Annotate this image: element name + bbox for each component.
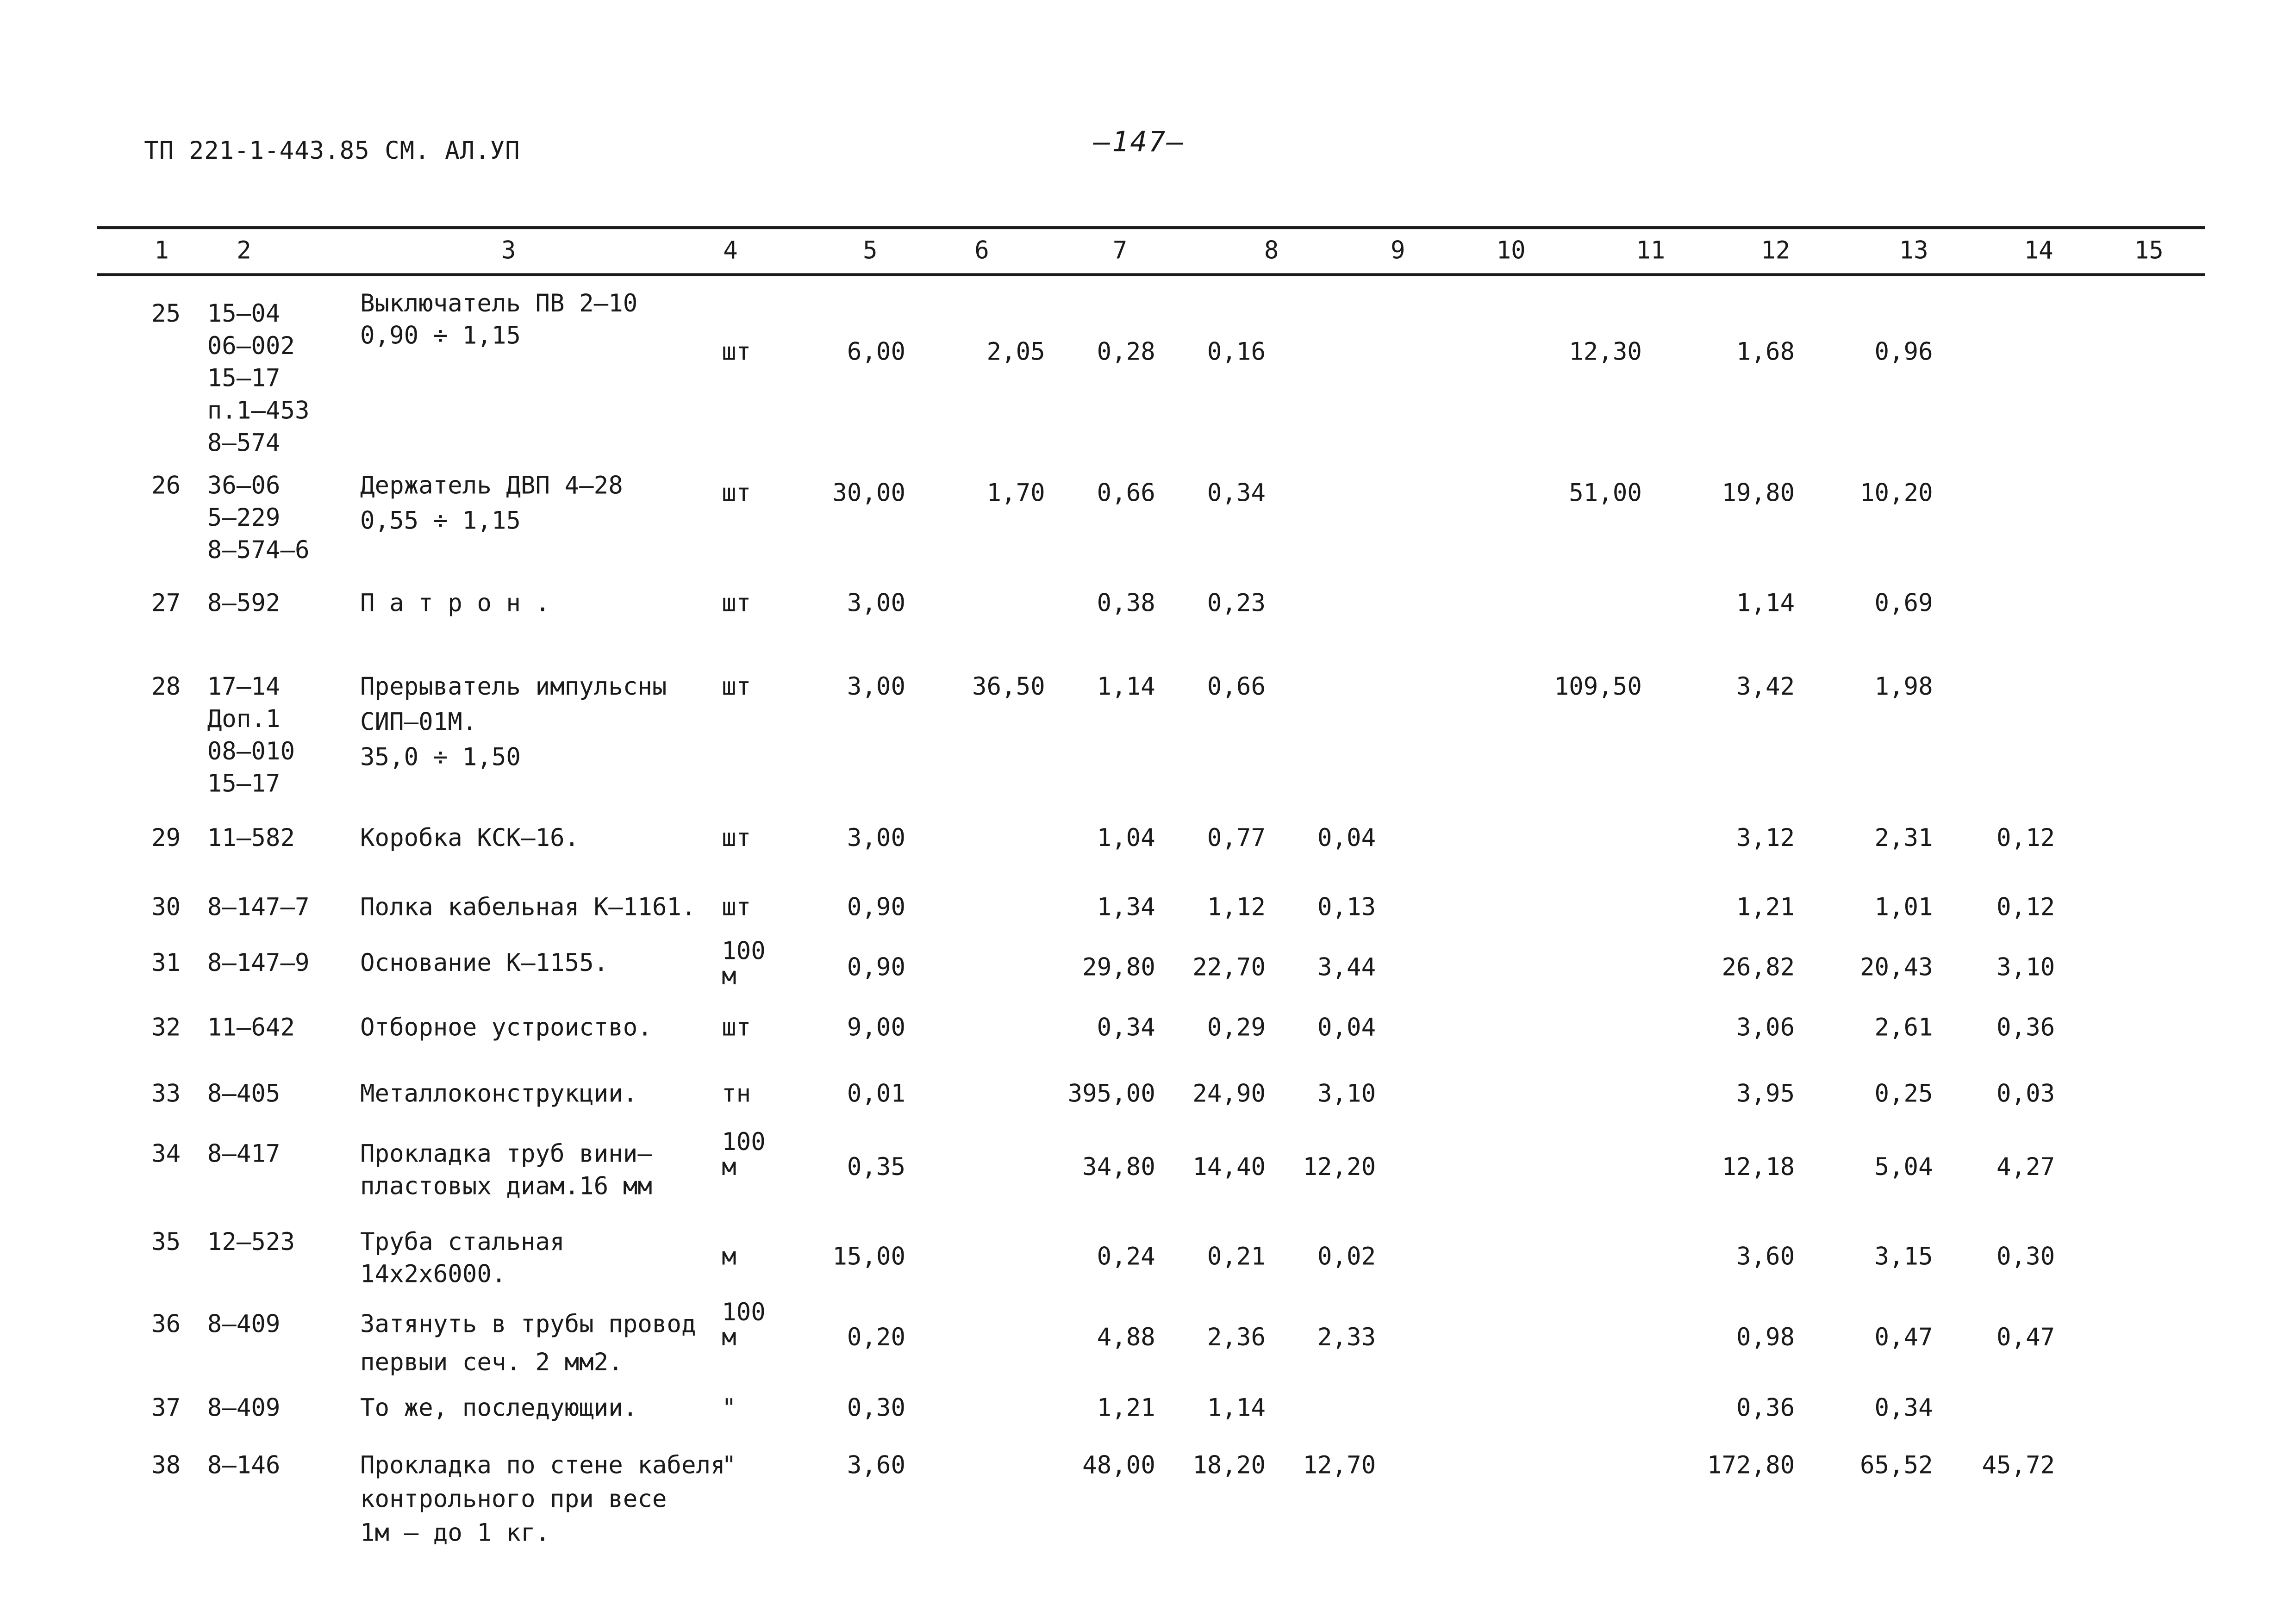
row-code-line: 8–146 <box>207 1451 281 1479</box>
document-reference: ТП 221-1-443.85 СМ. АЛ.УП <box>144 137 520 165</box>
row-name-line: СИП–01М. <box>360 708 477 736</box>
row-value-col13: 0,25 <box>1874 1079 1933 1108</box>
row-code-line: 11–642 <box>207 1013 295 1042</box>
row-value-col7: 395,00 <box>1067 1079 1155 1108</box>
row-code-line: 15–04 <box>207 299 281 328</box>
row-value-col8: 0,77 <box>1207 824 1266 852</box>
row-unit-line: " <box>722 1393 736 1422</box>
column-header-8: 8 <box>1264 236 1279 265</box>
column-header-7: 7 <box>1112 236 1128 265</box>
row-name-line: Труба стальная <box>360 1228 565 1256</box>
row-number: 31 <box>151 949 181 977</box>
row-value-col13: 2,31 <box>1874 824 1933 852</box>
row-code-line: Доп.1 <box>207 705 281 733</box>
row-value-col8: 0,29 <box>1207 1013 1266 1042</box>
row-value-col12: 1,14 <box>1736 589 1795 617</box>
row-value-col7: 48,00 <box>1082 1451 1155 1479</box>
row-number: 30 <box>151 893 181 921</box>
row-value-col12: 1,68 <box>1736 337 1795 366</box>
row-name-line: Прокладка по стене кабеля <box>360 1451 725 1479</box>
row-value-col9: 12,70 <box>1303 1451 1376 1479</box>
row-value-col8: 0,21 <box>1207 1243 1266 1271</box>
row-value-col12: 1,21 <box>1736 893 1795 921</box>
table-header-rule <box>97 273 2205 276</box>
row-code-line: 12–523 <box>207 1228 295 1256</box>
row-name-line: Затянуть в трубы провод <box>360 1310 696 1338</box>
row-value-col9: 0,04 <box>1317 824 1376 852</box>
row-unit-line: 100 <box>722 1128 766 1156</box>
row-value-col9: 3,10 <box>1317 1079 1376 1108</box>
row-number: 28 <box>151 672 181 701</box>
row-value-col12: 19,80 <box>1722 479 1795 507</box>
row-value-col6: 2,05 <box>986 337 1045 366</box>
row-value-col5: 9,00 <box>847 1013 906 1042</box>
row-value-col13: 0,34 <box>1874 1393 1933 1422</box>
row-value-col14: 0,12 <box>1997 824 2055 852</box>
row-value-col5: 0,90 <box>847 893 906 921</box>
row-unit-line: м <box>722 1323 736 1351</box>
row-number: 37 <box>151 1393 181 1422</box>
row-value-col7: 34,80 <box>1082 1153 1155 1181</box>
row-value-col5: 0,90 <box>847 953 906 982</box>
row-code-line: 8–592 <box>207 589 281 617</box>
row-value-col5: 0,20 <box>847 1323 906 1351</box>
row-unit-line: м <box>722 1153 736 1181</box>
row-value-col14: 0,12 <box>1997 893 2055 921</box>
row-name-line: Прокладка труб вини– <box>360 1139 652 1168</box>
row-value-col13: 3,15 <box>1874 1243 1933 1271</box>
row-value-col7: 0,34 <box>1097 1013 1155 1042</box>
row-code-line: п.1–453 <box>207 396 310 425</box>
row-number: 33 <box>151 1079 181 1108</box>
row-value-col13: 10,20 <box>1859 479 1933 507</box>
row-value-col9: 3,44 <box>1317 953 1376 982</box>
row-code-line: 8–574 <box>207 429 281 457</box>
row-value-col5: 15,00 <box>832 1243 906 1271</box>
row-value-col12: 3,42 <box>1736 672 1795 701</box>
row-code-line: 8–409 <box>207 1393 281 1422</box>
row-number: 29 <box>151 824 181 852</box>
row-code-line: 36–06 <box>207 471 281 500</box>
row-name-line: 0,90 ÷ 1,15 <box>360 322 521 350</box>
row-name-line: П а т р о н . <box>360 589 550 617</box>
row-value-col7: 1,34 <box>1097 893 1155 921</box>
row-value-col12: 3,60 <box>1736 1243 1795 1271</box>
row-value-col6: 36,50 <box>972 672 1045 701</box>
row-number: 26 <box>151 471 181 500</box>
row-value-col12: 26,82 <box>1722 953 1795 982</box>
row-value-col5: 0,30 <box>847 1393 906 1422</box>
row-value-col11: 12,30 <box>1569 337 1642 366</box>
row-number: 36 <box>151 1310 181 1338</box>
row-value-col13: 0,96 <box>1874 337 1933 366</box>
row-value-col12: 0,98 <box>1736 1323 1795 1351</box>
row-value-col8: 14,40 <box>1192 1153 1266 1181</box>
table-top-rule <box>97 226 2205 229</box>
column-header-10: 10 <box>1496 236 1526 265</box>
row-code-line: 15–17 <box>207 364 281 392</box>
row-unit-line: 100 <box>722 937 766 965</box>
row-unit-line: тн <box>722 1079 751 1108</box>
row-name-line: Полка кабельная К–1161. <box>360 893 696 921</box>
row-number: 27 <box>151 589 181 617</box>
row-name-line: пластовых диам.16 мм <box>360 1172 652 1200</box>
row-unit-line: шт <box>722 1013 751 1042</box>
row-code-line: 8–574–6 <box>207 536 310 564</box>
row-code-line: 8–405 <box>207 1079 281 1108</box>
row-value-col9: 0,13 <box>1317 893 1376 921</box>
row-value-col13: 1,01 <box>1874 893 1933 921</box>
row-value-col13: 1,98 <box>1874 672 1933 701</box>
row-value-col5: 3,60 <box>847 1451 906 1479</box>
column-header-13: 13 <box>1899 236 1928 265</box>
row-value-col6: 1,70 <box>986 479 1045 507</box>
row-value-col5: 3,00 <box>847 672 906 701</box>
row-number: 38 <box>151 1451 181 1479</box>
row-value-col7: 4,88 <box>1097 1323 1155 1351</box>
row-name-line: 14х2х6000. <box>360 1260 506 1288</box>
row-value-col8: 0,23 <box>1207 589 1266 617</box>
page-number: –147– <box>1093 126 1185 159</box>
row-value-col13: 5,04 <box>1874 1153 1933 1181</box>
column-header-9: 9 <box>1390 236 1405 265</box>
row-value-col8: 2,36 <box>1207 1323 1266 1351</box>
row-value-col7: 0,38 <box>1097 589 1155 617</box>
column-header-11: 11 <box>1636 236 1666 265</box>
row-code-line: 11–582 <box>207 824 295 852</box>
row-value-col14: 4,27 <box>1997 1153 2055 1181</box>
row-name-line: Основание К–1155. <box>360 949 609 977</box>
row-name-line: Коробка КСК–16. <box>360 824 580 852</box>
row-unit-line: шт <box>722 589 751 617</box>
column-header-1: 1 <box>154 236 169 265</box>
row-code-line: 06–002 <box>207 332 295 360</box>
row-value-col7: 1,14 <box>1097 672 1155 701</box>
row-value-col7: 0,28 <box>1097 337 1155 366</box>
row-name-line: Металлоконструкции. <box>360 1079 638 1108</box>
row-value-col5: 3,00 <box>847 589 906 617</box>
row-value-col8: 24,90 <box>1192 1079 1266 1108</box>
row-unit-line: м <box>722 962 736 990</box>
row-value-col14: 3,10 <box>1997 953 2055 982</box>
row-value-col12: 172,80 <box>1707 1451 1795 1479</box>
row-number: 35 <box>151 1228 181 1256</box>
row-value-col5: 0,01 <box>847 1079 906 1108</box>
row-number: 32 <box>151 1013 181 1042</box>
row-name-line: первыи сеч. 2 мм2. <box>360 1348 623 1376</box>
column-header-6: 6 <box>974 236 989 265</box>
column-header-2: 2 <box>237 236 251 265</box>
column-header-15: 15 <box>2134 236 2164 265</box>
row-value-col14: 0,03 <box>1997 1079 2055 1108</box>
row-value-col9: 2,33 <box>1317 1323 1376 1351</box>
row-unit-line: м <box>722 1243 736 1271</box>
row-value-col5: 30,00 <box>832 479 906 507</box>
row-code-line: 8–409 <box>207 1310 281 1338</box>
row-unit-line: шт <box>722 479 751 507</box>
row-value-col12: 3,95 <box>1736 1079 1795 1108</box>
row-value-col7: 0,66 <box>1097 479 1155 507</box>
row-value-col7: 1,04 <box>1097 824 1155 852</box>
row-value-col7: 1,21 <box>1097 1393 1155 1422</box>
row-value-col13: 0,69 <box>1874 589 1933 617</box>
row-name-line: Прерыватель импульсны <box>360 672 667 701</box>
row-code-line: 8–147–7 <box>207 893 310 921</box>
row-number: 34 <box>151 1139 181 1168</box>
row-code-line: 8–417 <box>207 1139 281 1168</box>
row-unit-line: 100 <box>722 1298 766 1326</box>
row-value-col12: 3,12 <box>1736 824 1795 852</box>
row-value-col14: 0,36 <box>1997 1013 2055 1042</box>
row-value-col9: 0,02 <box>1317 1243 1376 1271</box>
row-code-line: 17–14 <box>207 672 281 701</box>
row-unit-line: шт <box>722 824 751 852</box>
row-name-line: контрольного при весе <box>360 1485 667 1513</box>
row-unit-line: шт <box>722 337 751 366</box>
row-value-col12: 0,36 <box>1736 1393 1795 1422</box>
row-value-col5: 3,00 <box>847 824 906 852</box>
row-code-line: 8–147–9 <box>207 949 310 977</box>
row-value-col7: 0,24 <box>1097 1243 1155 1271</box>
row-value-col14: 45,72 <box>1982 1451 2055 1479</box>
row-value-col8: 0,66 <box>1207 672 1266 701</box>
row-unit-line: " <box>722 1451 736 1479</box>
row-value-col12: 12,18 <box>1722 1153 1795 1181</box>
row-code-line: 08–010 <box>207 737 295 765</box>
row-name-line: 35,0 ÷ 1,50 <box>360 743 521 771</box>
row-value-col8: 22,70 <box>1192 953 1266 982</box>
row-value-col11: 109,50 <box>1554 672 1642 701</box>
row-code-line: 5–229 <box>207 504 281 532</box>
row-name-line: То же, последующии. <box>360 1393 638 1422</box>
row-value-col8: 1,14 <box>1207 1393 1266 1422</box>
row-value-col13: 65,52 <box>1859 1451 1933 1479</box>
column-header-12: 12 <box>1761 236 1791 265</box>
row-value-col8: 18,20 <box>1192 1451 1266 1479</box>
row-unit-line: шт <box>722 672 751 701</box>
row-value-col11: 51,00 <box>1569 479 1642 507</box>
column-header-4: 4 <box>723 236 738 265</box>
row-value-col13: 20,43 <box>1859 953 1933 982</box>
column-header-3: 3 <box>501 236 516 265</box>
row-name-line: 0,55 ÷ 1,15 <box>360 506 521 535</box>
row-name-line: Отборное устроиство. <box>360 1013 652 1042</box>
row-value-col9: 12,20 <box>1303 1153 1376 1181</box>
row-name-line: Выключатель ПВ 2–10 <box>360 289 638 317</box>
row-value-col5: 0,35 <box>847 1153 906 1181</box>
column-header-14: 14 <box>2024 236 2053 265</box>
row-code-line: 15–17 <box>207 770 281 798</box>
row-name-line: Держатель ДВП 4–28 <box>360 471 623 500</box>
row-value-col8: 0,34 <box>1207 479 1266 507</box>
row-value-col14: 0,47 <box>1997 1323 2055 1351</box>
row-value-col12: 3,06 <box>1736 1013 1795 1042</box>
row-name-line: 1м – до 1 кг. <box>360 1518 550 1547</box>
column-header-5: 5 <box>862 236 878 265</box>
row-value-col13: 2,61 <box>1874 1013 1933 1042</box>
row-value-col7: 29,80 <box>1082 953 1155 982</box>
row-value-col5: 6,00 <box>847 337 906 366</box>
row-value-col9: 0,04 <box>1317 1013 1376 1042</box>
row-value-col14: 0,30 <box>1997 1243 2055 1271</box>
row-value-col8: 0,16 <box>1207 337 1266 366</box>
row-value-col8: 1,12 <box>1207 893 1266 921</box>
row-value-col13: 0,47 <box>1874 1323 1933 1351</box>
row-number: 25 <box>151 299 181 328</box>
row-unit-line: шт <box>722 893 751 921</box>
